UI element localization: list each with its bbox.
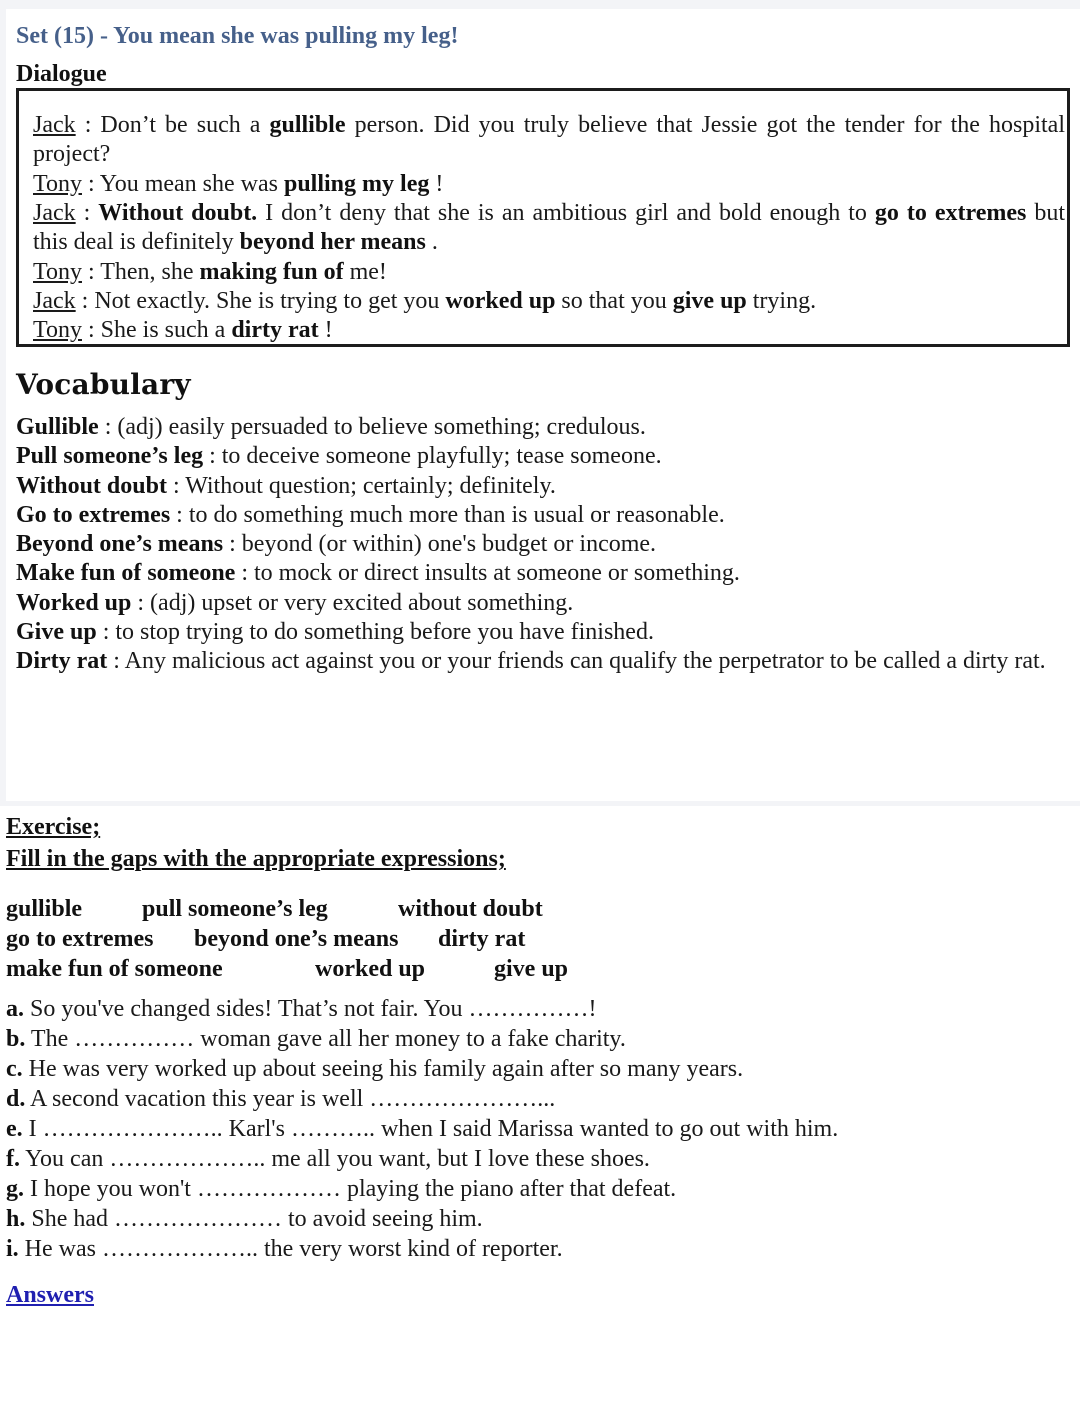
dialogue-expression: Without doubt. xyxy=(98,199,258,226)
vocabulary-item xyxy=(16,442,1078,471)
question-item xyxy=(6,1054,1066,1084)
page-title: Set (15) - You mean she was pulling my leg! xyxy=(16,23,459,49)
question-text: A second vacation this year is well …………………... xyxy=(25,1086,556,1112)
question-item xyxy=(6,994,1066,1024)
vocabulary-item xyxy=(16,559,1078,588)
word-bank-item: worked up xyxy=(315,956,426,982)
word-bank-item: without doubt xyxy=(398,896,543,922)
dialogue-expression: dirty rat xyxy=(231,317,319,344)
dialogue-line xyxy=(33,258,1065,287)
dialogue-text: : xyxy=(75,199,99,226)
vocabulary-definition: : to do something much more than is usual or reasonable. xyxy=(170,501,725,528)
question-label: h. xyxy=(6,1206,26,1232)
vocabulary-definition: : to mock or direct insults at someone or something. xyxy=(235,560,740,587)
vocabulary-definition: : (adj) upset or very excited about something. xyxy=(131,589,574,616)
question-label: b. xyxy=(6,1026,26,1052)
question-text: You can ……………….. me all you want, but I love these shoes. xyxy=(20,1146,650,1172)
dialogue-text: so that you xyxy=(555,287,673,314)
question-item xyxy=(6,1024,1066,1054)
question-text: He was ……………….. the very worst kind of reporter. xyxy=(18,1236,563,1262)
dialogue-text: : Don’t be such a xyxy=(75,112,270,138)
dialogue-heading: Dialogue xyxy=(16,61,107,87)
question-label: e. xyxy=(6,1116,23,1142)
speaker-name: Tony xyxy=(33,317,82,344)
speaker-name: Tony xyxy=(33,170,82,197)
dialogue-text: : She is such a xyxy=(81,317,232,344)
vocabulary-item xyxy=(16,501,1078,530)
word-bank-item: beyond one’s means xyxy=(194,926,399,952)
question-label: f. xyxy=(6,1146,20,1172)
question-item xyxy=(6,1204,1066,1234)
question-text: She had ………………… to avoid seeing him. xyxy=(25,1206,483,1232)
speaker-name: Jack xyxy=(33,112,76,138)
dialogue-text: person. Did you truly believe that Jessie got the tender for the hospital project? xyxy=(33,112,1065,168)
question-label: d. xyxy=(6,1086,26,1112)
question-item xyxy=(6,1234,1066,1264)
word-bank-item: pull someone’s leg xyxy=(142,896,328,922)
dialogue-line xyxy=(33,287,1065,316)
word-bank-item: make fun of someone xyxy=(6,956,223,982)
vocabulary-term: Pull someone’s leg xyxy=(16,443,204,470)
dialogue-box xyxy=(16,88,1070,347)
vocabulary-heading: Vocabulary xyxy=(16,368,191,401)
dialogue-expression: worked up xyxy=(445,287,556,314)
vocabulary-term: Gullible xyxy=(16,414,99,440)
word-bank-item: dirty rat xyxy=(438,926,526,952)
dialogue-text: ! xyxy=(429,170,444,197)
dialogue-line xyxy=(33,199,1065,258)
vocabulary-item xyxy=(16,472,1078,501)
question-list xyxy=(6,994,1066,1264)
dialogue-text: : Not exactly. She is trying to get you xyxy=(75,287,446,314)
vocabulary-term: Worked up xyxy=(16,589,132,616)
vocabulary-definition: : Any malicious act against you or your friends can qualify the perpetrator to be called a dirty rat. xyxy=(107,648,1046,675)
question-item xyxy=(6,1144,1066,1174)
vocabulary-definition: : to stop trying to do something before you have finished. xyxy=(96,619,654,646)
question-text: I hope you won't ……………… playing the piano after that defeat. xyxy=(24,1176,677,1202)
dialogue-text: : You mean she was xyxy=(81,170,284,197)
vocabulary-term: Give up xyxy=(16,619,97,646)
dialogue-expression: give up xyxy=(672,287,747,314)
question-text: He was very worked up about seeing his family again after so many years. xyxy=(22,1056,744,1082)
vocabulary-definition: : beyond (or within) one's budget or income. xyxy=(223,531,657,558)
vocabulary-term: Beyond one’s means xyxy=(16,531,224,558)
dialogue-line xyxy=(33,316,1065,345)
speaker-name: Jack xyxy=(33,199,76,226)
vocabulary-term: Go to extremes xyxy=(16,501,171,528)
speaker-name: Jack xyxy=(33,287,76,314)
vocabulary-term: Dirty rat xyxy=(16,648,108,675)
speaker-name: Tony xyxy=(33,258,82,285)
dialogue-expression: making fun of xyxy=(199,258,344,285)
question-item xyxy=(6,1084,1066,1114)
exercise-instruction: Fill in the gaps with the appropriate expressions; xyxy=(6,846,506,872)
vocabulary-item xyxy=(16,589,1078,618)
dialogue-line xyxy=(33,170,1065,199)
word-bank-item: go to extremes xyxy=(6,926,154,952)
question-label: c. xyxy=(6,1056,23,1082)
dialogue-text: me! xyxy=(343,258,387,285)
vocabulary-item xyxy=(16,413,1078,442)
vocabulary-term: Make fun of someone xyxy=(16,560,236,587)
question-text: The …………… woman gave all her money to a fake charity. xyxy=(25,1026,626,1052)
dialogue-text: : Then, she xyxy=(81,258,200,285)
dialogue-expression: pulling my leg xyxy=(283,170,430,197)
word-bank-item: gullible xyxy=(6,896,83,922)
dialogue-text: I don’t deny that she is an ambitious girl and bold enough to xyxy=(257,199,875,226)
lesson-card xyxy=(6,9,1080,801)
vocabulary-item xyxy=(16,530,1078,559)
dialogue-expression: beyond her means xyxy=(239,229,426,256)
question-label: g. xyxy=(6,1176,24,1202)
dialogue-text: but this deal is definitely xyxy=(33,199,1065,256)
exercise-title: Exercise; xyxy=(6,814,101,840)
dialogue-line xyxy=(33,111,1065,170)
question-label: i. xyxy=(6,1236,19,1262)
dialogue-text: . xyxy=(425,229,438,256)
question-text: So you've changed sides! That’s not fair. You ……………! xyxy=(24,996,597,1022)
vocabulary-item xyxy=(16,647,1078,676)
dialogue-expression: gullible xyxy=(269,112,346,138)
dialogue-text: trying. xyxy=(746,287,817,314)
dialogue-text: ! xyxy=(318,317,333,344)
question-item xyxy=(6,1174,1066,1204)
dialogue-expression: go to extremes xyxy=(874,199,1027,226)
question-item xyxy=(6,1114,1066,1144)
vocabulary-term: Without doubt xyxy=(16,472,167,499)
vocabulary-item xyxy=(16,618,1078,647)
question-label: a. xyxy=(6,996,24,1022)
vocabulary-definition: : to deceive someone playfully; tease someone. xyxy=(203,443,662,470)
word-bank-item: give up xyxy=(494,956,569,982)
question-text: I ………………….. Karl's ……….. when I said Marissa wanted to go out with him. xyxy=(22,1116,839,1142)
vocabulary-list xyxy=(16,413,1078,677)
answers-link[interactable]: Answers xyxy=(6,1282,94,1308)
vocabulary-definition: : (adj) easily persuaded to believe something; credulous. xyxy=(98,414,646,440)
vocabulary-definition: : Without question; certainly; definitely. xyxy=(166,472,556,499)
